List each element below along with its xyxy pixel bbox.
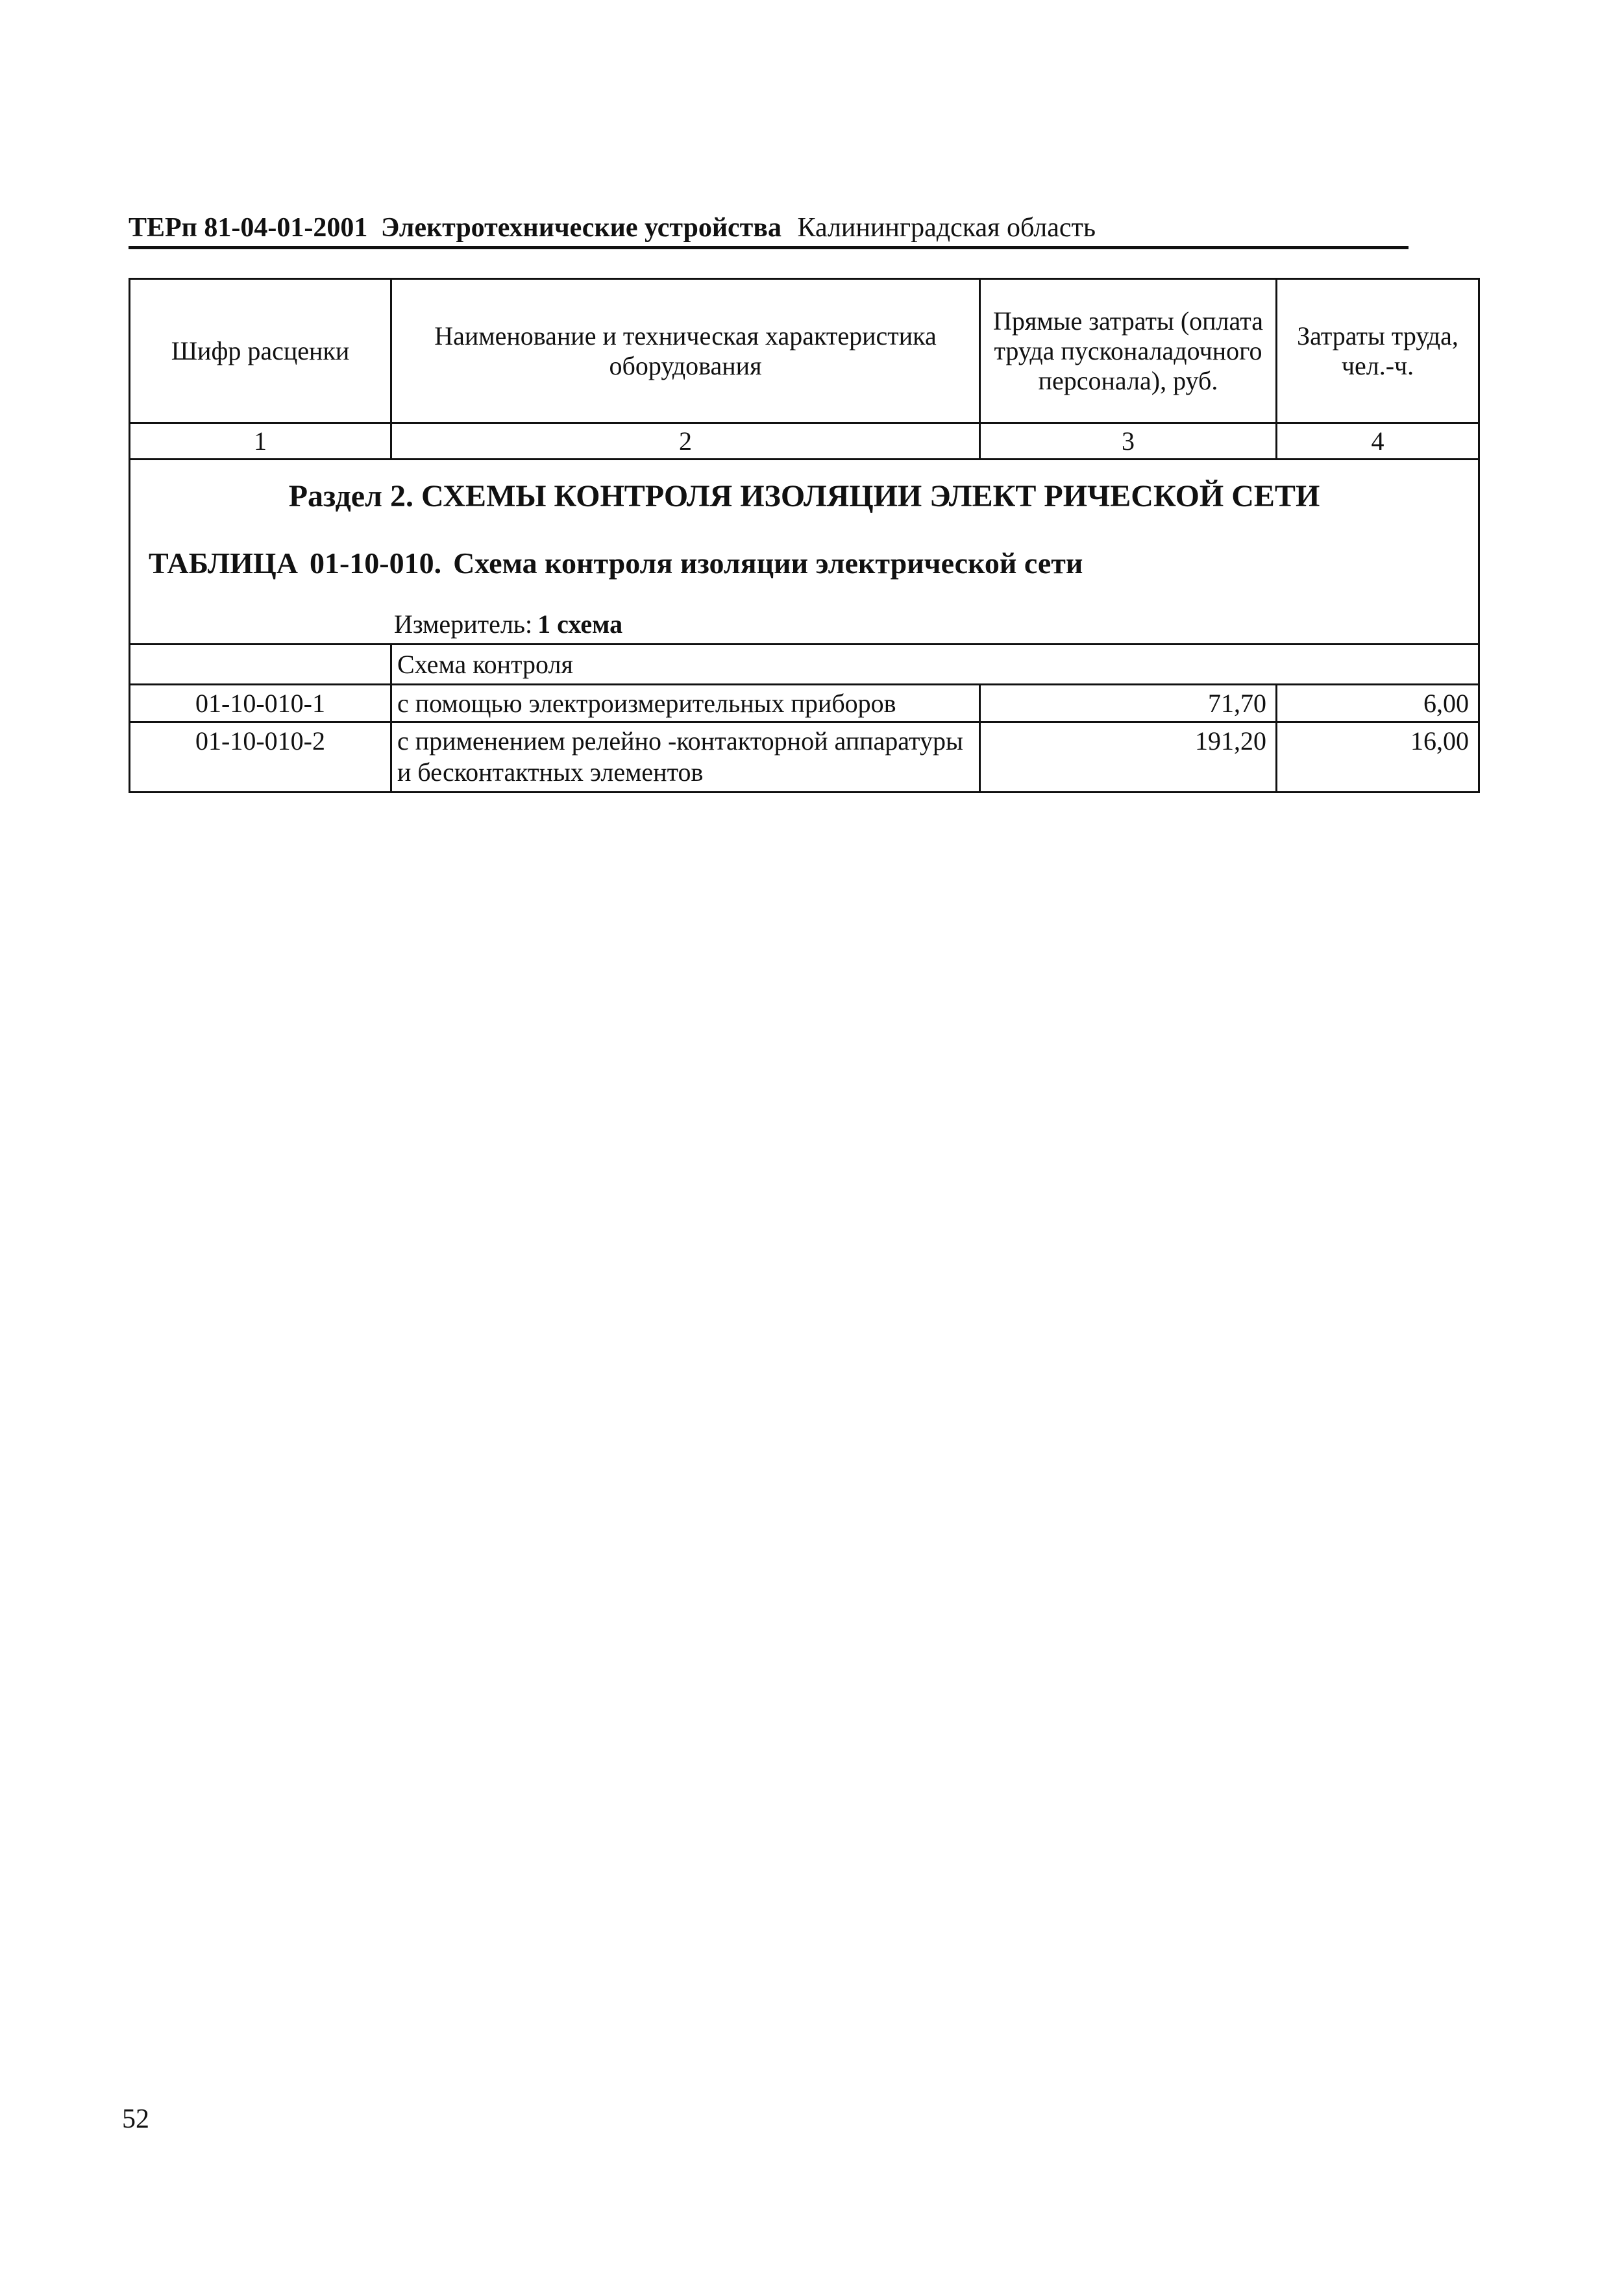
column-number: 4 bbox=[1277, 423, 1479, 460]
document-code: ТЕРп 81-04-01-2001 bbox=[129, 213, 368, 243]
table-title bbox=[149, 545, 1083, 582]
table-name: Схема контроля изоляции электрической сети bbox=[453, 547, 1083, 580]
group-label: Схема контроля bbox=[391, 645, 980, 685]
group-empty-cell bbox=[130, 645, 391, 685]
document-region: Калининградская область bbox=[797, 213, 1096, 243]
rate-code: 01-10-010-1 bbox=[130, 685, 391, 722]
measure-unit bbox=[394, 608, 622, 641]
table-code: 01-10-010. bbox=[309, 547, 442, 580]
section-heading-cell bbox=[130, 460, 1479, 645]
section-title: Раздел 2. СХЕМЫ КОНТРОЛЯ ИЗОЛЯЦИИ ЭЛЕКТ РИЧЕСКОЙ СЕТИ bbox=[288, 479, 1320, 513]
table-label: ТАБЛИЦА bbox=[149, 547, 298, 580]
page-number: 52 bbox=[122, 2104, 149, 2134]
column-header-direct-costs: Прямые затраты (оплата труда пусконаладочного персонала), руб. bbox=[980, 279, 1277, 423]
table-row bbox=[130, 685, 1479, 722]
measure-label: Измеритель: bbox=[394, 609, 533, 639]
column-number: 1 bbox=[130, 423, 391, 460]
rate-name: с применением релейно -контакторной аппаратуры и бесконтактных элементов bbox=[391, 722, 980, 793]
direct-costs-value: 191,20 bbox=[980, 722, 1277, 793]
direct-costs-value: 71,70 bbox=[980, 685, 1277, 722]
group-row bbox=[130, 645, 1479, 685]
column-header-name: Наименование и техническая характеристика оборудования bbox=[391, 279, 980, 423]
column-header-labor: Затраты труда, чел.-ч. bbox=[1277, 279, 1479, 423]
column-number: 3 bbox=[980, 423, 1277, 460]
column-number-row bbox=[130, 423, 1479, 460]
labor-value: 16,00 bbox=[1277, 722, 1479, 793]
rate-code: 01-10-010-2 bbox=[130, 722, 391, 793]
measure-value: 1 схема bbox=[537, 609, 623, 639]
group-empty-cell bbox=[980, 645, 1277, 685]
table-header-row bbox=[130, 279, 1479, 423]
group-empty-cell bbox=[1277, 645, 1479, 685]
column-number: 2 bbox=[391, 423, 980, 460]
rates-table bbox=[129, 278, 1480, 793]
labor-value: 6,00 bbox=[1277, 685, 1479, 722]
running-header bbox=[129, 206, 1409, 249]
table-row bbox=[130, 722, 1479, 793]
section-heading-row bbox=[130, 460, 1479, 645]
rate-name: с помощью электроизмерительных приборов bbox=[391, 685, 980, 722]
column-header-code: Шифр расценки bbox=[130, 279, 391, 423]
document-subject: Электротехнические устройства bbox=[380, 213, 781, 243]
